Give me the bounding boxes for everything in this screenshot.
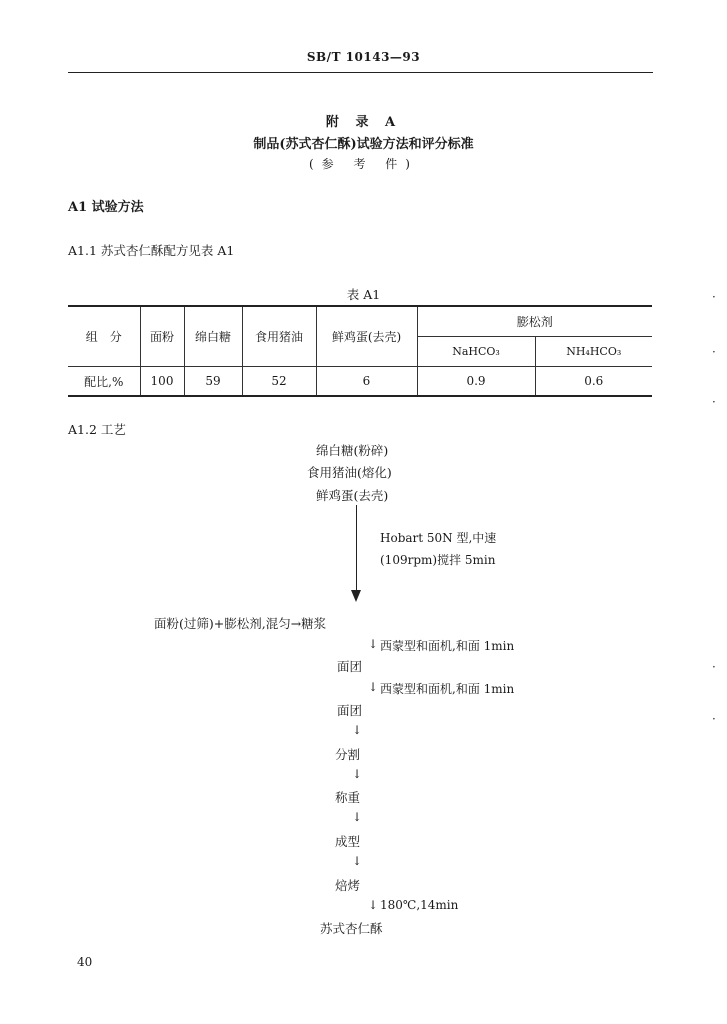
- knead-note-1: 西蒙型和面机,和面 1min: [380, 639, 515, 653]
- mixing-note-1: Hobart 50N 型,中速: [380, 531, 497, 545]
- header-sugar: 绵白糖: [184, 306, 242, 367]
- cell-sugar: 59: [184, 367, 242, 397]
- scan-edge-mark: ·: [712, 345, 716, 359]
- flow-ingredient-egg: 鲜鸡蛋(去壳): [316, 488, 389, 503]
- flow-arrow-down-icon: ↓: [368, 637, 379, 651]
- cell-flour: 100: [140, 367, 184, 397]
- flow-divide: 分割: [335, 747, 361, 762]
- flow-arrow-down-icon: ↓: [352, 810, 363, 824]
- scan-edge-mark: ·: [712, 660, 716, 674]
- cell-nh4hco3: 0.6: [535, 367, 652, 397]
- header-flour: 面粉: [140, 306, 184, 367]
- flow-long-arrow-line: [356, 505, 357, 595]
- bake-note: 180℃,14min: [380, 898, 459, 912]
- knead-note-2: 西蒙型和面机,和面 1min: [380, 682, 515, 696]
- mixing-note-2: (109rpm)搅拌 5min: [380, 553, 496, 567]
- header-nh4hco3: NH₄HCO₃: [535, 337, 652, 367]
- scan-edge-mark: ·: [712, 290, 716, 304]
- header-nahco3: NaHCO₃: [417, 337, 535, 367]
- section-a1-2-heading: A1.2 工艺: [68, 422, 126, 437]
- flow-weigh: 称重: [335, 790, 361, 805]
- flow-arrow-down-icon: ↓: [368, 898, 379, 912]
- cell-nahco3: 0.9: [417, 367, 535, 397]
- scan-edge-mark: ·: [712, 395, 716, 409]
- flow-arrow-down-icon: ↓: [368, 680, 379, 694]
- cell-egg: 6: [316, 367, 417, 397]
- header-rule: [68, 72, 653, 73]
- flow-ingredient-sugar: 绵白糖(粉碎): [316, 443, 389, 458]
- flow-dough-1: 面团: [337, 659, 363, 674]
- header-leavening: 膨松剂: [417, 306, 652, 337]
- header-lard: 食用猪油: [242, 306, 316, 367]
- page-number: 40: [77, 955, 93, 969]
- header-component: 组 分: [68, 306, 140, 367]
- appendix-note: (参 考 件): [309, 157, 418, 171]
- table-row: [68, 367, 652, 397]
- ingredient-table: [68, 305, 652, 397]
- scan-edge-mark: ·: [712, 712, 716, 726]
- appendix-subtitle: 制品(苏式杏仁酥)试验方法和评分标准: [253, 137, 474, 152]
- table-caption: 表 A1: [346, 287, 381, 302]
- flow-shape: 成型: [335, 834, 361, 849]
- header-egg: 鲜鸡蛋(去壳): [316, 306, 417, 367]
- flow-arrow-down-icon: ↓: [352, 767, 363, 781]
- flow-bake: 焙烤: [335, 878, 361, 893]
- row-label: 配比,%: [68, 367, 140, 397]
- cell-lard: 52: [242, 367, 316, 397]
- flow-dough-2: 面团: [337, 703, 363, 718]
- section-a1-heading: A1 试验方法: [68, 200, 144, 215]
- document-code: SB/T 10143—93: [306, 50, 421, 64]
- appendix-title: 附 录 A: [325, 115, 402, 130]
- flow-batter-line: 面粉(过筛)+膨松剂,混匀→糖浆: [154, 616, 327, 631]
- section-a1-1-text: A1.1 苏式杏仁酥配方见表 A1: [68, 243, 235, 258]
- flow-ingredient-lard: 食用猪油(熔化): [307, 465, 392, 480]
- flow-arrow-down-icon: ↓: [352, 854, 363, 868]
- flow-arrow-down-icon: ↓: [352, 723, 363, 737]
- flow-long-arrowhead-icon: [351, 590, 361, 602]
- flow-product: 苏式杏仁酥: [320, 921, 383, 936]
